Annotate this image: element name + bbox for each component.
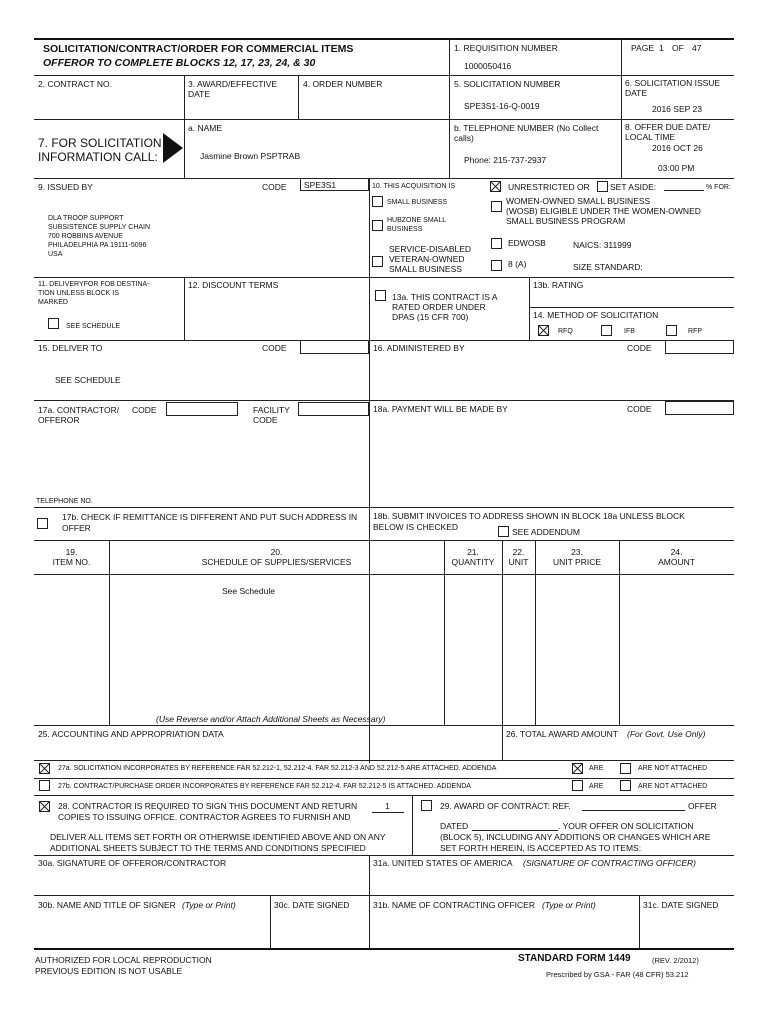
top-border [34,38,734,40]
divider [621,39,622,179]
award-checkbox[interactable] [421,800,432,811]
divider [412,795,413,855]
divider [502,540,503,760]
requisition-value[interactable]: 1000050416 [464,61,512,71]
27b-are-not-label: ARE NOT ATTACHED [638,783,708,790]
27a-are-checkbox[interactable] [572,763,583,774]
clause-27a-checkbox[interactable] [39,763,50,774]
rule [34,540,734,541]
divider [619,540,620,725]
clause-27b-text: 27b. CONTRACT/PURCHASE ORDER INCORPORATES BY REFERENCE FAR 52.212-4. FAR 52.212-5 IS ATTACHED. ADDENDA [58,783,471,790]
issue-date-value[interactable]: 2016 SEP 23 [652,104,702,114]
eight-a-label: 8 (A) [508,259,527,269]
divider [369,855,370,948]
col-quantity: 21. QUANTITY [451,547,495,567]
divider [369,178,370,763]
signer-date-label: 30c. DATE SIGNED [274,900,350,910]
remittance-checkbox[interactable] [37,518,48,529]
method-label: 14. METHOD OF SOLICITATION [533,310,659,320]
contract-no-label: 2. CONTRACT NO. [38,79,112,89]
contractor-code-box[interactable] [166,402,238,416]
administered-by-label: 16. ADMINISTERED BY [373,343,465,353]
payment-code-label: CODE [627,404,652,414]
signer-name-note: (Type or Print) [182,900,236,910]
rule [34,178,734,179]
clause-27a-text: 27a. SOLICITATION INCORPORATES BY REFERENCE FAR 52.212-1, 52.212-4. FAR 52.212-3 AND 52.212-5 ARE ATTACHED. ADDENDA [58,765,497,772]
rule [34,574,734,575]
edwosb-checkbox[interactable] [491,238,502,249]
telephone-value[interactable]: Phone: 215-737-2937 [464,155,547,165]
acquisition-label: 10. THIS ACQUISITION IS [372,183,456,190]
total-award-note: (For Govt. Use Only) [627,729,706,739]
small-business-label: SMALL BUSINESS [387,199,448,206]
rated-order-label: 13a. THIS CONTRACT IS A RATED ORDER UNDER DPAS (15 CFR 700) [392,292,498,322]
27b-are-not-checkbox[interactable] [620,780,631,791]
rule [34,778,734,779]
27a-are-label: ARE [589,765,604,772]
unrestricted-label: UNRESTRICTED OR [508,182,590,192]
contractor-sign-checkbox[interactable] [39,801,50,812]
rule [34,725,734,726]
27b-are-checkbox[interactable] [572,780,583,791]
rated-order-checkbox[interactable] [375,290,386,301]
see-addendum-label: SEE ADDENDUM [512,527,581,537]
deliver-code-box[interactable] [300,340,369,354]
rule [34,507,734,508]
rule [529,307,734,308]
issue-date-label: 6. SOLICITATION ISSUE DATE [625,78,721,98]
contractor-code-label: CODE [132,405,157,415]
issued-by-label: 9. ISSUED BY [38,182,93,192]
issuer-address: DLA TROOP SUPPORT SUBSISTENCE SUPPLY CHAIN 700 ROBBINS AVENUE PHILADELPHIA PA 19111-5096 USA [48,215,151,258]
admin-code-label: CODE [627,343,652,353]
offer-due-time[interactable]: 03:00 PM [658,163,695,173]
rule [34,795,734,796]
divider [639,895,640,948]
facility-code-box[interactable] [298,402,369,416]
col-amount: 24. AMOUNT [658,547,695,567]
form-revision: (REV. 2/2012) [652,956,699,965]
offer-due-label: 8. OFFER DUE DATE/ LOCAL TIME [625,122,711,142]
rating-label: 13b. RATING [533,280,584,290]
deliver-to-value: SEE SCHEDULE [55,375,121,385]
contractor-sign-text: 28. CONTRACTOR IS REQUIRED TO SIGN THIS DOCUMENT AND RETURN COPIES TO ISSUING OFFICE. CONTRACTOR AGREES TO FURNISH AND [58,801,358,822]
officer-date-label: 31c. DATE SIGNED [643,900,719,910]
info-call-label: 7. FOR SOLICITATION INFORMATION CALL: [38,136,162,164]
arrow-right-icon [163,133,185,163]
27a-are-not-label: ARE NOT ATTACHED [638,765,708,772]
wosb-checkbox[interactable] [491,201,502,212]
divider [298,75,299,119]
rule [34,75,734,76]
signer-name-label: 30b. NAME AND TITLE OF SIGNER [38,900,176,910]
set-aside-blank[interactable] [664,190,704,191]
rule [34,340,734,341]
hubzone-label: HUBZONE SMALL BUSINESS [387,217,447,233]
percent-for-label: % FOR: [706,184,731,191]
col-item-no: 19. ITEM NO. [52,547,91,567]
rule [34,277,734,278]
rule [34,400,734,401]
size-standard-label: SIZE STANDARD: [573,262,643,272]
page-of: OF [672,43,684,53]
rule [34,760,734,761]
contractor-deliver-text: DELIVER ALL ITEMS SET FORTH OR OTHERWISE IDENTIFIED ABOVE AND ON ANY ADDITIONAL SHEETS SUBJECT TO THE TERMS AND CONDITIONS SPECIFIED [50,832,386,853]
page-number: 1 [659,43,664,53]
unrestricted-checkbox[interactable] [490,181,501,192]
ifb-label: IFB [624,328,635,335]
27a-are-not-checkbox[interactable] [620,763,631,774]
payment-code-box[interactable] [665,401,734,415]
usa-signature-label: 31a. UNITED STATES OF AMERICA [373,858,513,868]
facility-code-label: FACILITY CODE [253,405,290,425]
see-schedule-checkbox[interactable] [48,318,59,329]
accounting-label: 25. ACCOUNTING AND APPROPRIATION DATA [38,729,224,739]
rfp-label: RFP [688,328,702,335]
rule [34,855,734,856]
rfp-checkbox[interactable] [666,325,677,336]
divider [184,277,185,340]
contractor-label: 17a. CONTRACTOR/ OFFEROR [38,405,120,425]
set-aside-label: SET ASIDE: [610,182,657,192]
set-aside-checkbox[interactable] [597,181,608,192]
page-total: 47 [692,43,702,53]
sdvosb-label: SERVICE-DISABLED VETERAN-OWNED SMALL BUSINESS [389,244,472,274]
clause-27b-checkbox[interactable] [39,780,50,791]
sdvosb-checkbox[interactable] [372,256,383,267]
rfq-label: RFQ [558,328,573,335]
delivery-fob-label: 11. DELIVERYFOR FOB DESTINA- TION UNLESS BLOCK IS MARKED [38,281,150,306]
form-title: SOLICITATION/CONTRACT/ORDER FOR COMMERCIAL ITEMS [43,43,354,55]
page-label: PAGE [631,43,654,53]
divider [444,540,445,725]
issuer-code-value: SPE3S1 [304,180,337,190]
col-unit: 22. UNIT [508,547,529,567]
bottom-border [34,948,734,950]
rule [34,895,734,896]
naics-label: NAICS: 311999 [573,240,632,250]
divider [449,39,450,179]
hubzone-checkbox[interactable] [372,220,383,231]
schedule-body-text: See Schedule [222,586,275,596]
requisition-label: 1. REQUISITION NUMBER [454,43,558,53]
officer-name-note: (Type or Print) [542,900,596,910]
small-business-checkbox[interactable] [372,196,383,207]
rule [34,119,734,120]
col-schedule: 20. SCHEDULE OF SUPPLIES/SERVICES [201,547,352,567]
deliver-code-label: CODE [262,343,287,353]
col-unit-price: 23. UNIT PRICE [552,547,602,567]
copies-blank [372,812,404,813]
solicitation-number-value[interactable]: SPE3S1-16-Q-0019 [464,101,540,111]
reproduction-note: AUTHORIZED FOR LOCAL REPRODUCTION PREVIOUS EDITION IS NOT USABLE [35,955,212,976]
prescribed-by: Prescribed by GSA - FAR (48 CFR) 53.212 [546,970,689,979]
offer-due-date[interactable]: 2016 OCT 26 [652,143,703,153]
usa-signature-note: (SIGNATURE OF CONTRACTING OFFICER) [523,858,696,868]
officer-name-label: 31b. NAME OF CONTRACTING OFFICER [373,900,535,910]
ref-blank[interactable] [582,810,685,811]
divider [184,75,185,179]
name-label: a. NAME [188,123,223,133]
payment-label: 18a. PAYMENT WILL BE MADE BY [373,404,508,414]
see-schedule-label: SEE SCHEDULE [66,323,121,330]
order-number-label: 4. ORDER NUMBER [303,79,383,89]
offeror-signature-label: 30a. SIGNATURE OF OFFEROR/CONTRACTOR [38,858,227,868]
code-label: CODE [262,182,287,192]
submit-invoices-label: 18b. SUBMIT INVOICES TO ADDRESS SHOWN IN BLOCK 18a UNLESS BLOCK BELOW IS CHECKED [373,511,685,532]
telephone-no-label: TELEPHONE NO. [36,498,93,505]
see-addendum-checkbox[interactable] [498,526,509,537]
eight-a-checkbox[interactable] [491,260,502,271]
remittance-label: 17b. CHECK IF REMITTANCE IS DIFFERENT AND PUT SUCH ADDRESS IN OFFER [62,512,358,533]
divider [535,540,536,725]
offer-label: OFFER [688,801,717,811]
total-award-label: 26. TOTAL AWARD AMOUNT [506,729,618,739]
discount-terms-label: 12. DISCOUNT TERMS [188,280,279,290]
divider [270,895,271,948]
ifb-checkbox[interactable] [601,325,612,336]
award-text: . YOUR OFFER ON SOLICITATION (BLOCK 5), INCLUDING ANY ADDITIONS OR CHANGES WHICH ARE SET FORTH HEREIN, IS ACCEPTED AS TO ITEMS: [440,821,711,853]
form-name: STANDARD FORM 1449 [518,953,631,964]
name-value[interactable]: Jasmine Brown PSPTRAB [200,151,301,161]
solicitation-number-label: 5. SOLICITATION NUMBER [454,79,561,89]
27b-are-label: ARE [589,783,604,790]
admin-code-box[interactable] [665,340,734,354]
telephone-label: b. TELEPHONE NUMBER (No Collect calls) [454,123,599,143]
award-label: 29. AWARD OF CONTRACT: REF. [440,801,571,811]
dated-label: DATED [440,821,469,831]
wosb-label: WOMEN-OWNED SMALL BUSINESS (WOSB) ELIGIBLE UNDER THE WOMEN-OWNED SMALL BUSINESS PROGRAM [506,196,701,226]
award-date-label: 3. AWARD/EFFECTIVE DATE [188,79,278,99]
divider [109,540,110,725]
divider [529,277,530,340]
rfq-checkbox[interactable] [538,325,549,336]
copies-value[interactable]: 1 [385,801,390,811]
edwosb-label: EDWOSB [508,238,546,248]
additional-sheets-note: (Use Reverse and/or Attach Additional Sheets as Necessary) [156,714,386,724]
deliver-to-label: 15. DELIVER TO [38,343,103,353]
form-subtitle: OFFEROR TO COMPLETE BLOCKS 12, 17, 23, 24, & 30 [43,57,316,69]
